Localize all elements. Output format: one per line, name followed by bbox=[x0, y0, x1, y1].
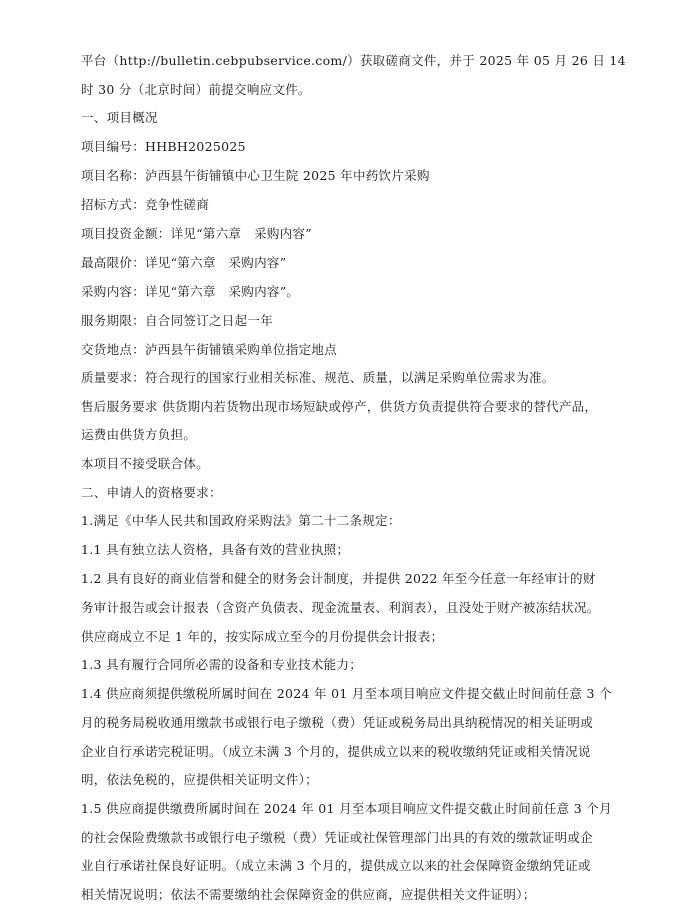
text-line: 质量要求：符合现行的国家行业相关标准、规范、质量，以满足采购单位需求为准。 bbox=[81, 370, 555, 385]
text-line: 业自行承诺社保良好证明。（成立未满 3 个月的，提供成立以来的社会保障资金缴纳凭证或 bbox=[81, 858, 591, 873]
section-heading: 一、项目概况 bbox=[81, 110, 158, 125]
text-line: 的社会保险费缴款书或银行电子缴税（费）凭证或社保管理部门出具的有效的缴款证明或企 bbox=[81, 830, 594, 845]
text-line: 采购内容：详见“第六章 采购内容”。 bbox=[81, 284, 300, 299]
text-line: 供应商成立不足 1 年的，按实际成立至今的月份提供会计报表； bbox=[81, 629, 444, 644]
section-heading: 二、申请人的资格要求： bbox=[81, 485, 222, 500]
text-line: 1.4 供应商须提供缴税所属时间在 2024 年 01 月至本项目响应文件提交截止时间前任意 3 个 bbox=[81, 686, 612, 701]
text-line: 1.满足《中华人民共和国政府采购法》第二十二条规定： bbox=[81, 513, 401, 528]
text-line: 时 30 分（北京时间）前提交响应文件。 bbox=[81, 82, 311, 97]
text-line: 运费由供货方负担。 bbox=[81, 427, 197, 442]
text-line: 项目投资金额：详见“第六章 采购内容” bbox=[81, 226, 312, 241]
text-line: 企业自行承诺完税证明。（成立未满 3 个月的，提供成立以来的税收缴纳凭证或相关情况说 bbox=[81, 744, 591, 759]
text-line: 平台（http://bulletin.cebpubservice.com/）获取磋商文件，并于 2025 年 05 月 26 日 14 bbox=[81, 53, 626, 68]
text-line: 本项目不接受联合体。 bbox=[81, 456, 210, 471]
text-line: 明，依法免税的，应提供相关证明文件）； bbox=[81, 772, 318, 787]
text-line: 服务期限：自合同签订之日起一年 bbox=[81, 313, 274, 328]
text-line: 交货地点：泸西县午街铺镇采购单位指定地点 bbox=[81, 342, 338, 357]
text-line: 招标方式：竞争性磋商 bbox=[81, 197, 210, 212]
text-line: 最高限价：详见“第六章 采购内容” bbox=[81, 255, 287, 270]
text-line: 1.3 具有履行合同所必需的设备和专业技术能力； bbox=[81, 657, 363, 672]
text-line: 1.2 具有良好的商业信誉和健全的财务会计制度，并提供 2022 年至今任意一年经审计的财 bbox=[81, 571, 596, 586]
text-line: 售后服务要求 供货期内若货物出现市场短缺或停产，供货方负责提供符合要求的替代产品， bbox=[81, 399, 598, 414]
text-line: 月的税务局税收通用缴款书或银行电子缴税（费）凭证或税务局出具纳税情况的相关证明或 bbox=[81, 715, 594, 730]
text-line: 1.1 具有独立法人资格，具备有效的营业执照； bbox=[81, 542, 350, 557]
text-line: 相关情况说明；依法不需要缴纳社会保障资金的供应商，应提供相关文件证明）； bbox=[81, 887, 536, 902]
text-line: 1.5 供应商提供缴费所属时间在 2024 年 01 月至本项目响应文件提交截止时间前任意 3 个月 bbox=[81, 801, 612, 816]
text-line: 务审计报告或会计报表（含资产负债表、现金流量表、利润表），且没处于财产被冻结状况。 bbox=[81, 600, 600, 615]
text-line: 项目编号：HHBH2025025 bbox=[81, 139, 246, 154]
text-line: 项目名称：泸西县午街铺镇中心卫生院 2025 年中药饮片采购 bbox=[81, 168, 430, 183]
